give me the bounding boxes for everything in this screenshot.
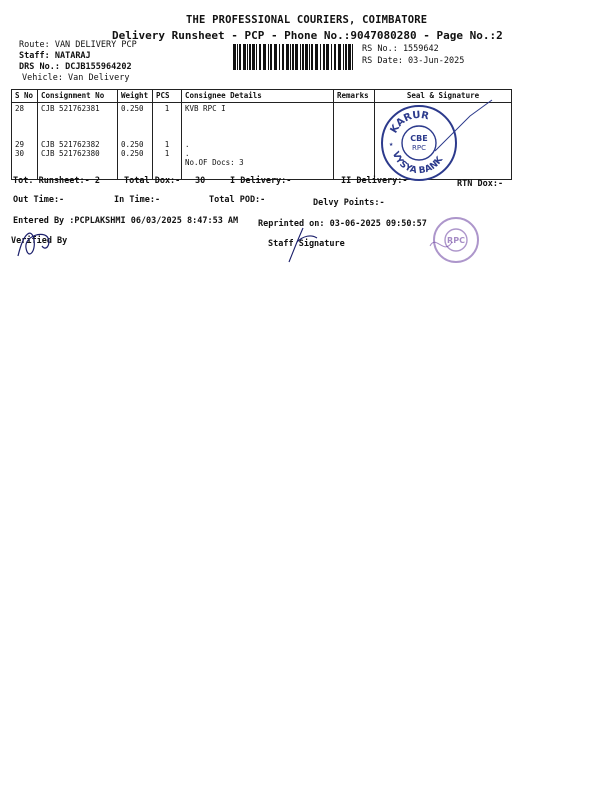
- seal-signature-stroke: [430, 96, 500, 156]
- barcode-bar: [343, 44, 344, 70]
- header-consignee: Consignee Details: [182, 90, 334, 103]
- barcode-bar: [252, 44, 255, 70]
- total-dox-label: Total Dox:-: [124, 176, 181, 186]
- barcode-bar: [270, 44, 272, 70]
- row-29-consignee: .: [185, 140, 190, 149]
- barcode: [233, 44, 355, 70]
- header-remarks: Remarks: [334, 90, 375, 103]
- barcode-bar: [279, 44, 280, 70]
- row-29-sno: 29: [15, 140, 25, 149]
- verifier-signature: [14, 226, 59, 262]
- route-label: Route: VAN DELIVERY PCP: [19, 40, 137, 50]
- total-dox-value: 30: [195, 176, 206, 186]
- sno-column: [12, 103, 38, 180]
- row-28-pcs: 1: [164, 104, 170, 113]
- ii-delivery: II Delivery:-: [341, 176, 408, 186]
- stamp-bottom-text: VYSYA BANK: [389, 150, 446, 177]
- staff-value: NATARAJ: [54, 51, 91, 61]
- stamp-code-text: RPC: [412, 144, 426, 152]
- in-time: In Time:-: [114, 195, 161, 205]
- staff-line: [19, 51, 91, 61]
- barcode-bar: [348, 44, 351, 70]
- stamp-star-icon: ★: [389, 140, 394, 148]
- barcode-bar: [302, 44, 304, 70]
- row-30-sno: 30: [15, 149, 25, 158]
- barcode-bar: [309, 44, 310, 70]
- header-sno: S No: [12, 90, 38, 103]
- row-28-weight: 0.250: [121, 104, 144, 113]
- consignment-column: [38, 103, 118, 180]
- barcode-bar: [326, 44, 329, 70]
- barcode-bar: [300, 44, 301, 70]
- header-weight: Weight: [118, 90, 153, 103]
- company-title: THE PROFESSIONAL COURIERS, COIMBATORE: [186, 14, 428, 26]
- barcode-bar: [239, 44, 241, 70]
- verified-by-label: Verified By: [11, 236, 68, 246]
- consignee-column: [182, 103, 334, 180]
- no-of-docs: No.OF Docs: 3: [185, 158, 244, 167]
- barcode-bar: [320, 44, 321, 70]
- barcode-bar: [345, 44, 347, 70]
- barcode-bar: [295, 44, 298, 70]
- barcode-bar: [311, 44, 313, 70]
- purple-stamp: [422, 212, 490, 268]
- barcode-bar: [286, 44, 289, 70]
- i-delivery: I Delivery:-: [230, 176, 292, 186]
- barcode-bar: [331, 44, 332, 70]
- row-29-consignment: CJB 521762382: [41, 140, 100, 149]
- barcode-bar: [274, 44, 277, 70]
- barcode-bar: [249, 44, 251, 70]
- barcode-bar: [237, 44, 238, 70]
- row-28-consignee: KVB RPC I: [185, 104, 226, 113]
- barcode-bar: [305, 44, 308, 70]
- purple-stamp-text: RPC: [447, 236, 465, 245]
- pcs-column: [153, 103, 182, 180]
- barcode-bar: [292, 44, 294, 70]
- staff-label: Staff:: [19, 51, 50, 61]
- barcode-bar: [323, 44, 325, 70]
- reprinted-on: Reprinted on: 03-06-2025 09:50:57: [258, 219, 427, 229]
- drs-value: DCJB155964202: [65, 62, 132, 72]
- row-28-sno: 28: [15, 104, 25, 113]
- row-30-weight: 0.250: [121, 149, 144, 158]
- row-29-weight: 0.250: [121, 140, 144, 149]
- stamp-center-text: CBE: [410, 134, 428, 143]
- row-28-consignment: CJB 521762381: [41, 104, 100, 113]
- barcode-bar: [334, 44, 336, 70]
- staff-signature-mark: [283, 222, 323, 264]
- barcode-bar: [259, 44, 261, 70]
- delvy-points: Delvy Points:-: [313, 198, 385, 208]
- out-time: Out Time:-: [13, 195, 65, 205]
- drs-label: DRS No.:: [19, 62, 60, 72]
- barcode-bar: [290, 44, 291, 70]
- row-30-consignment: CJB 521762380: [41, 149, 100, 158]
- barcode-bar: [263, 44, 266, 70]
- vehicle-label: Vehicle: Van Delivery: [22, 73, 130, 83]
- barcode-bar: [256, 44, 257, 70]
- rs-date: RS Date: 03-Jun-2025: [362, 56, 465, 66]
- header-pcs: PCS: [153, 90, 182, 103]
- total-pod: Total POD:-: [209, 195, 266, 205]
- barcode-bar: [315, 44, 318, 70]
- barcode-bar: [282, 44, 284, 70]
- row-30-consignee: .: [185, 149, 190, 158]
- remarks-column: [334, 103, 375, 180]
- rs-number: RS No.: 1559642: [362, 44, 439, 54]
- barcode-bar: [338, 44, 341, 70]
- drs-line: [19, 62, 132, 72]
- rtn-dox: RTN Dox:-: [457, 179, 504, 189]
- staff-signature-label: Staff Signature: [268, 239, 345, 249]
- barcode-bar: [243, 44, 246, 70]
- barcode-bar: [352, 44, 353, 70]
- entered-by: Entered By :PCPLAKSHMI 06/03/2025 8:47:53 AM: [13, 216, 239, 226]
- header-seal-signature: Seal & Signature: [375, 90, 512, 103]
- barcode-bar: [268, 44, 269, 70]
- row-29-pcs: 1: [164, 140, 170, 149]
- runsheet-subtitle: Delivery Runsheet - PCP - Phone No.:9047080280 - Page No.:2: [112, 29, 503, 42]
- weight-column: [118, 103, 153, 180]
- barcode-bar: [247, 44, 248, 70]
- row-30-pcs: 1: [164, 149, 170, 158]
- header-consignment: Consignment No: [38, 90, 118, 103]
- stamp-top-text: KARUR: [388, 109, 430, 136]
- barcode-bar: [233, 44, 236, 70]
- total-runsheet: Tot. Runsheet:- 2: [13, 176, 100, 186]
